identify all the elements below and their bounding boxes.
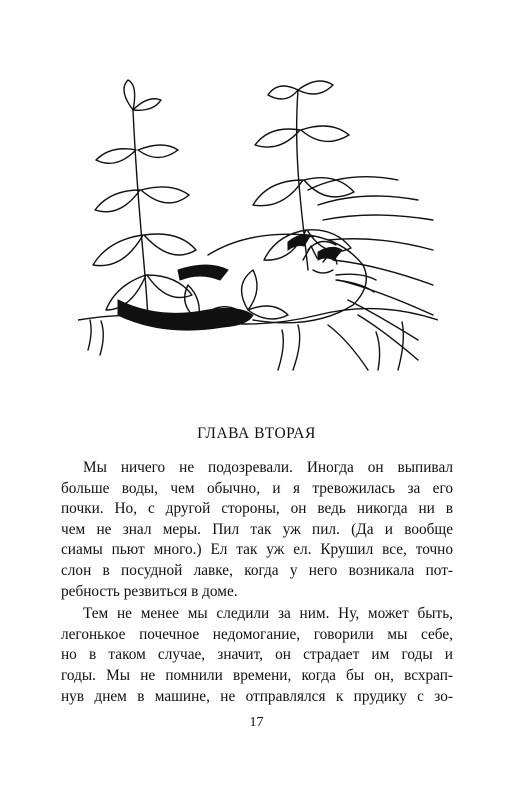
text-line: ребность резвиться в доме. [61, 582, 238, 600]
cat-among-plants-illustration [78, 70, 438, 390]
text-line: чем не знал меры. Пил так уж пил. (Да и вообще [61, 520, 453, 538]
text-line: сиамы пьют много.) Ел так уж ел. Крушил все, точно [61, 541, 453, 559]
text-line: нув днем в машине, не отправлялся к прудику с зо- [61, 687, 453, 705]
text-line: но в таком случае, значит, он страдает им годы и [61, 646, 453, 664]
chapter-title: ГЛАВА ВТОРАЯ [197, 425, 316, 442]
body-text [61, 458, 453, 707]
text-line: Мы ничего не подозревали. Иногда он выпивал [83, 459, 453, 476]
text-line: почки. Но, с другой стороны, он ведь никогда ни в [61, 500, 453, 518]
page-number: 17 [249, 715, 264, 730]
text-line: годы. Мы не помнили времени, когда бы он, всхрап- [61, 666, 453, 684]
text-line: слон в посудной лавке, когда у него возникала пот- [61, 561, 453, 579]
text-line: Тем не менее мы следили за ним. Ну, может быть, [83, 605, 453, 623]
text-line: легонькое почечное недомогание, говорили мы себе, [61, 625, 453, 643]
text-line: больше воды, чем обычно, и я тревожилась за его [61, 479, 453, 497]
